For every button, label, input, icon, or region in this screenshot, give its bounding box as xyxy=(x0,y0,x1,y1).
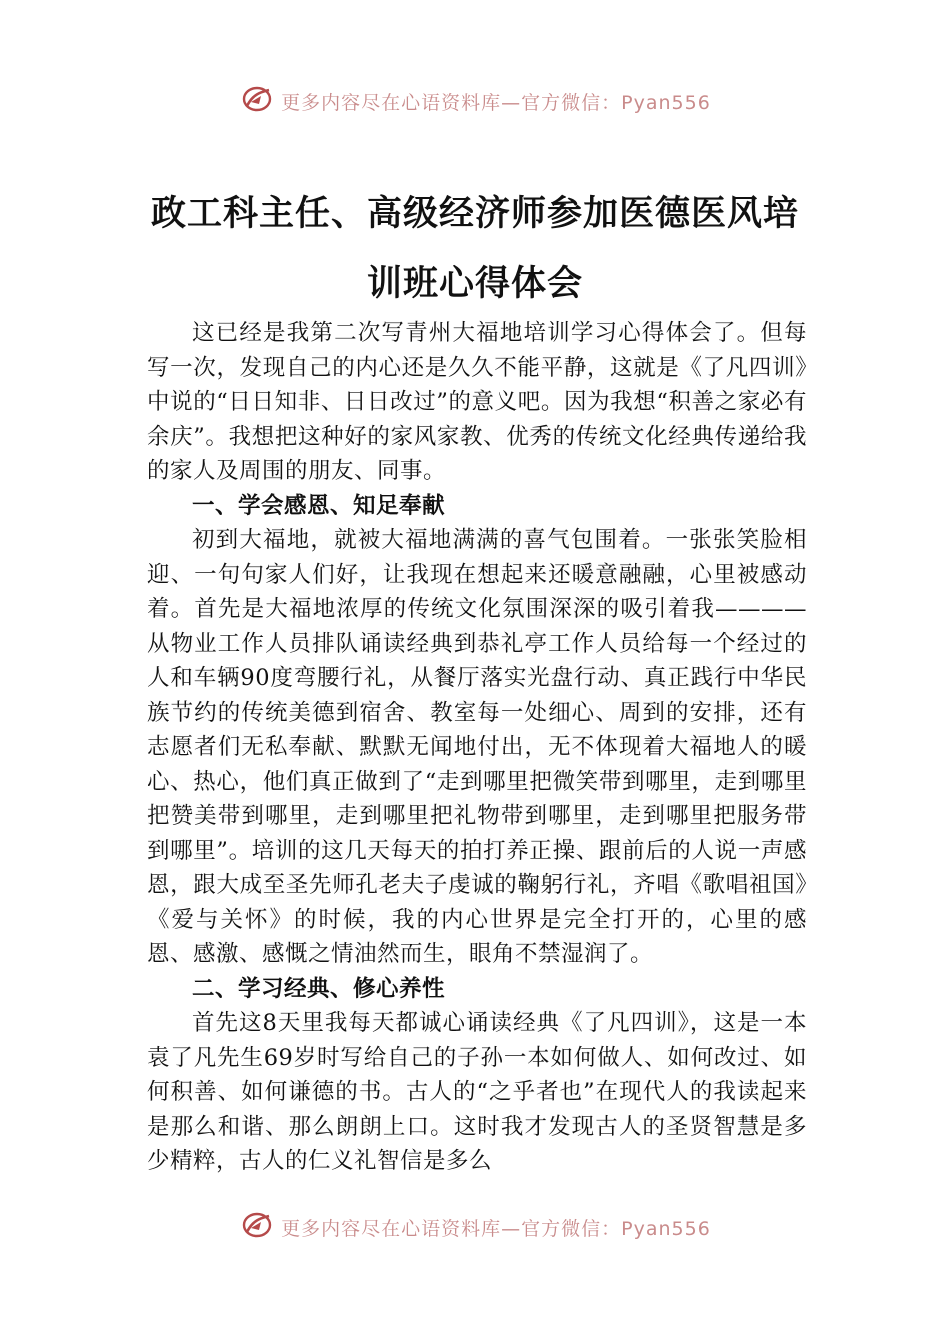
document-body xyxy=(147,316,807,1179)
watermark-text: 更多内容尽在心语资料库—官方微信：Pyan556 xyxy=(281,1218,711,1240)
section-1-heading: 一、学会感恩、知足奉献 xyxy=(192,492,446,519)
logo-icon xyxy=(239,84,275,119)
section-2-heading: 二、学习经典、修心养性 xyxy=(192,975,446,1002)
logo-icon xyxy=(239,1210,275,1242)
watermark-text: 更多内容尽在心语资料库—官方微信：Pyan556 xyxy=(281,92,711,114)
footer-watermark xyxy=(0,1208,950,1242)
document-title-line-2: 训班心得体会 xyxy=(366,263,583,304)
document-title-line-1: 政工科主任、高级经济师参加医德医风培 xyxy=(150,193,799,234)
section-1-paragraph: 初到大福地，就被大福地满满的喜气包围着。一张张笑脸相迎、一句句家人们好，让我现在想起来还暖意融融，心里被感动着。首先是大福地浓厚的传统文化氛围深深的吸引着我————从物业工作人员排队诵读经典到恭礼亭工作人员给每一个经过的人和车辆90度弯腰行礼，从餐厅落实光盘行动、真正践行中华民族节约的传统美德到宿舍、教室每一处细心、周到的安排，还有志愿者们无私奉献、默默无闻地付出，无不体现着大福地人的暖心、热心，他们真正做到了“走到哪里把微笑带到哪里，走到哪里把赞美带到哪里，走到哪里把礼物带到哪里，走到哪里把服务带到哪里”。培训的这几天每天的拍打养正操、跟前后的人说一声感恩，跟大成至圣先师孔老夫子虔诚的鞠躬行礼，齐唱《歌唱祖国》《爱与关怀》的时候，我的内心世界是完全打开的，心里的感恩、感激、感慨之情油然而生，眼角不禁湿润了。 xyxy=(147,527,807,967)
header-watermark xyxy=(0,84,950,119)
section-2-paragraph: 首先这8天里我每天都诚心诵读经典《了凡四训》，这是一本袁了凡先生69岁时写给自己的子孙一本如何做人、如何改过、如何积善、如何谦德的书。古人的“之乎者也”在现代人的我读起来是那么和谐、那么朗朗上口。这时我才发现古人的圣贤智慧是多少精粹，古人的仁义礼智信是多么 xyxy=(147,1010,807,1174)
intro-paragraph: 这已经是我第二次写青州大福地培训学习心得体会了。但每写一次，发现自己的内心还是久久不能平静，这就是《了凡四训》中说的“日日知非、日日改过”的意义吧。因为我想“积善之家必有余庆”。我想把这种好的家风家教、优秀的传统文化经典传递给我的家人及周围的朋友、同事。 xyxy=(147,320,807,484)
